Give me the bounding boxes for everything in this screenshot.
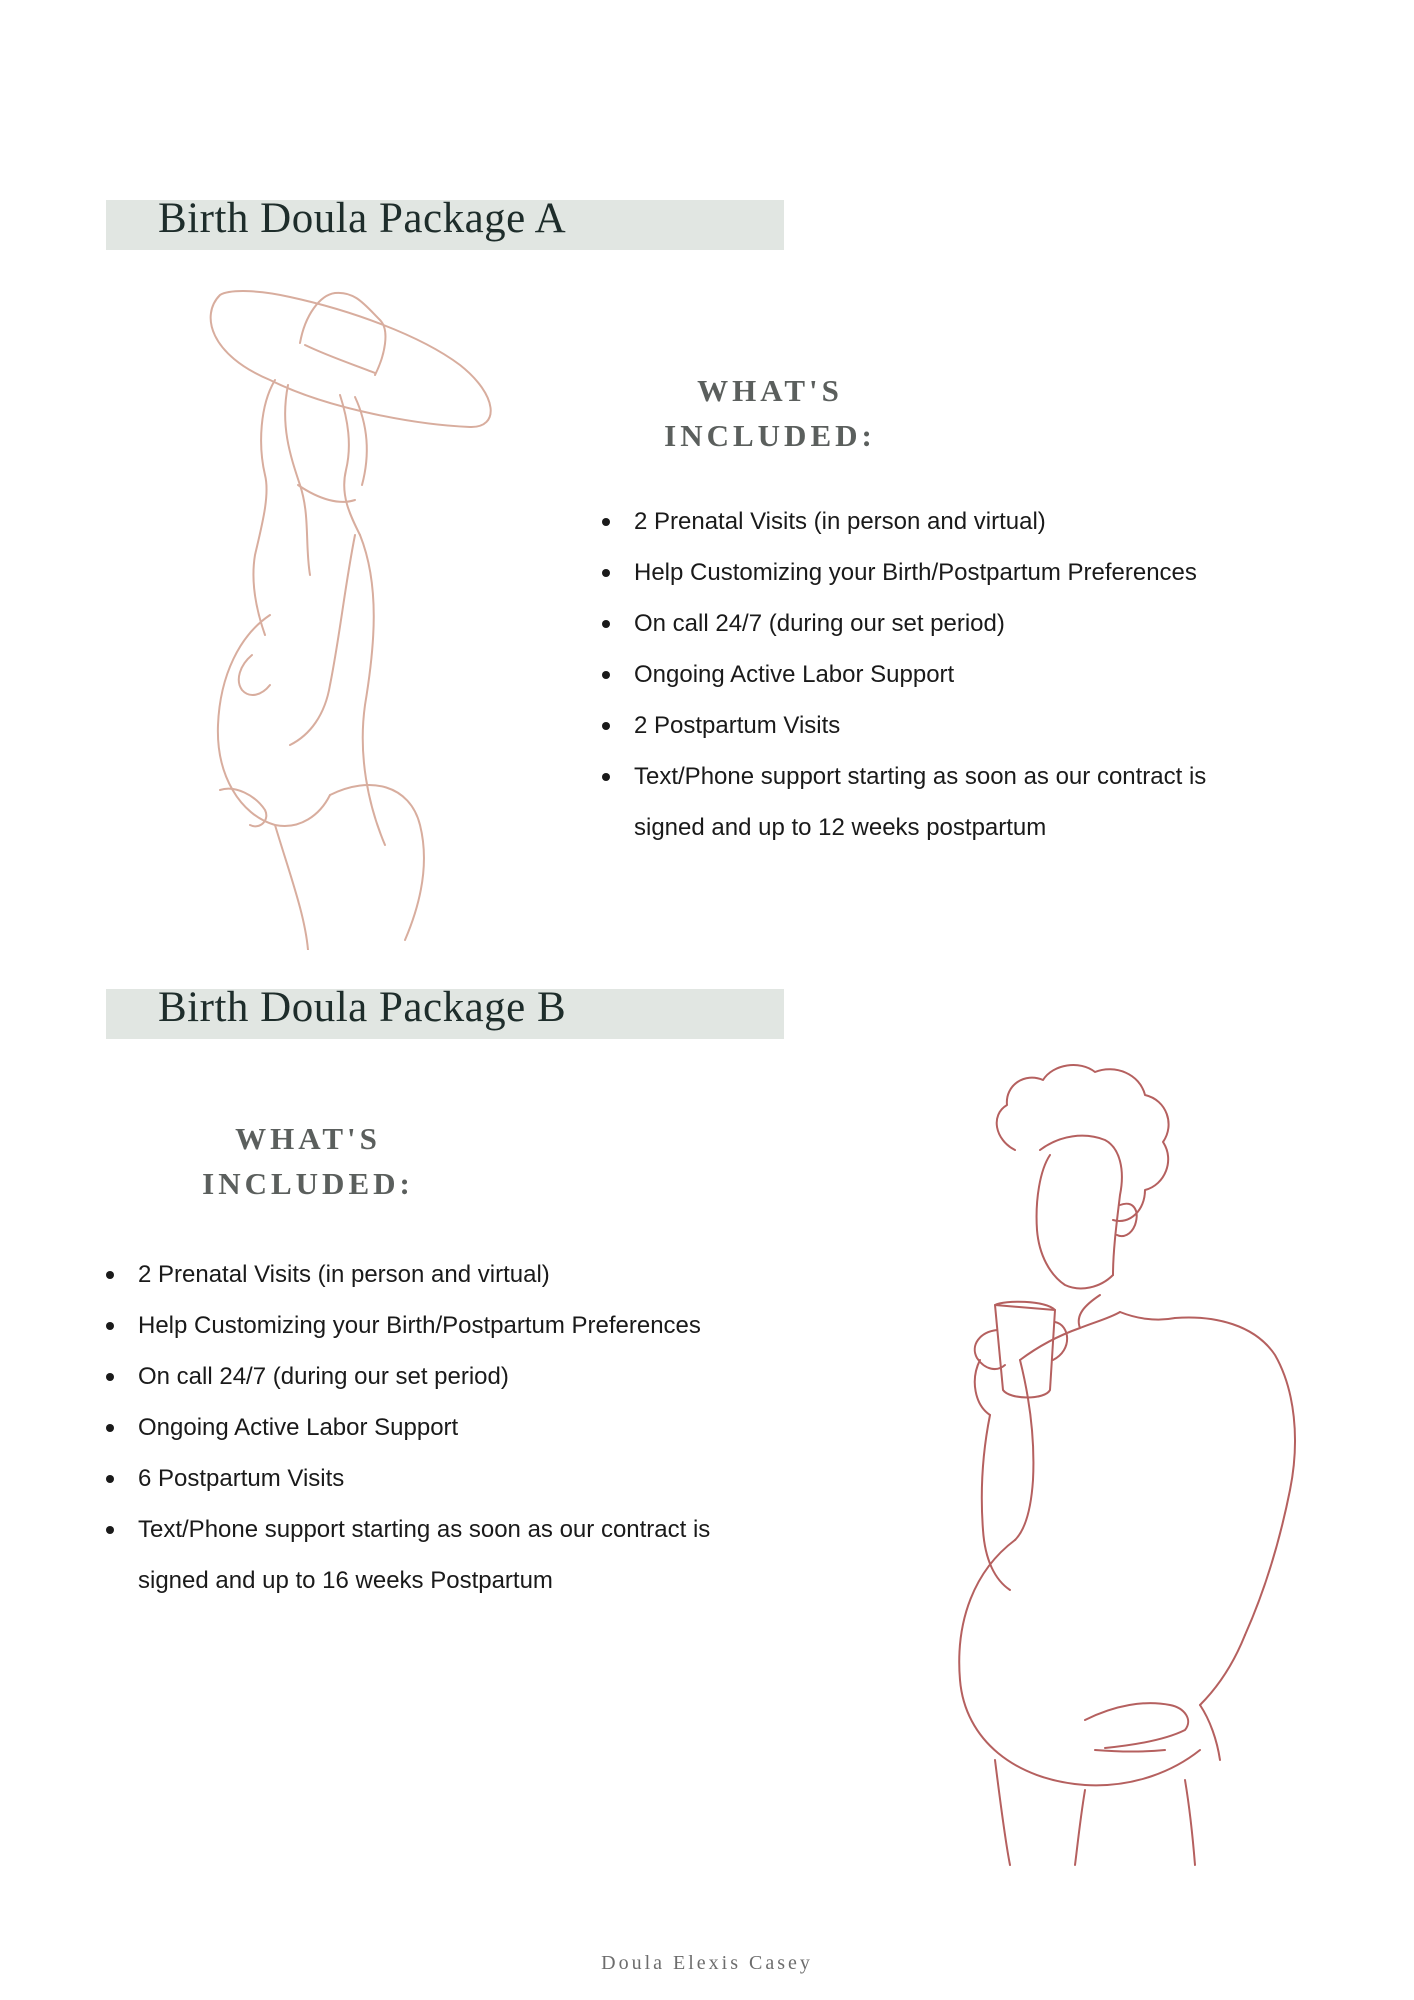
- list-item: 2 Prenatal Visits (in person and virtual): [602, 496, 1274, 547]
- package-b-included-list: [106, 1249, 778, 1606]
- list-item: Help Customizing your Birth/Postpartum Preferences: [602, 547, 1274, 598]
- package-a-included-heading-line2: INCLUDED:: [664, 418, 876, 453]
- list-item: 6 Postpartum Visits: [106, 1453, 778, 1504]
- list-item: On call 24/7 (during our set period): [106, 1351, 778, 1402]
- package-a-title: Birth Doula Package A: [158, 195, 567, 242]
- pregnant-woman-with-mug-illustration: [935, 1060, 1305, 1870]
- list-item: Ongoing Active Labor Support: [602, 649, 1274, 700]
- list-item: On call 24/7 (during our set period): [602, 598, 1274, 649]
- pregnant-woman-with-hat-illustration: [180, 285, 510, 950]
- list-item: Text/Phone support starting as soon as our contract is signed and up to 12 weeks postpartum: [602, 751, 1274, 853]
- package-a-included-heading: [620, 368, 920, 458]
- package-b-included-heading: [158, 1116, 458, 1206]
- package-a-included-list: [602, 496, 1274, 853]
- package-b-title-bar: [106, 984, 784, 1039]
- package-b-included-heading-line1: WHAT'S: [235, 1121, 381, 1156]
- footer-signature: Doula Elexis Casey: [601, 1952, 813, 1974]
- list-item: Text/Phone support starting as soon as our contract is signed and up to 16 weeks Postpartum: [106, 1504, 778, 1606]
- list-item: Help Customizing your Birth/Postpartum Preferences: [106, 1300, 778, 1351]
- list-item: Ongoing Active Labor Support: [106, 1402, 778, 1453]
- package-a-title-bar: [106, 195, 784, 250]
- package-a-included-heading-line1: WHAT'S: [697, 373, 843, 408]
- package-b-title: Birth Doula Package B: [158, 984, 567, 1031]
- package-b-included-heading-line2: INCLUDED:: [202, 1166, 414, 1201]
- list-item: 2 Prenatal Visits (in person and virtual): [106, 1249, 778, 1300]
- list-item: 2 Postpartum Visits: [602, 700, 1274, 751]
